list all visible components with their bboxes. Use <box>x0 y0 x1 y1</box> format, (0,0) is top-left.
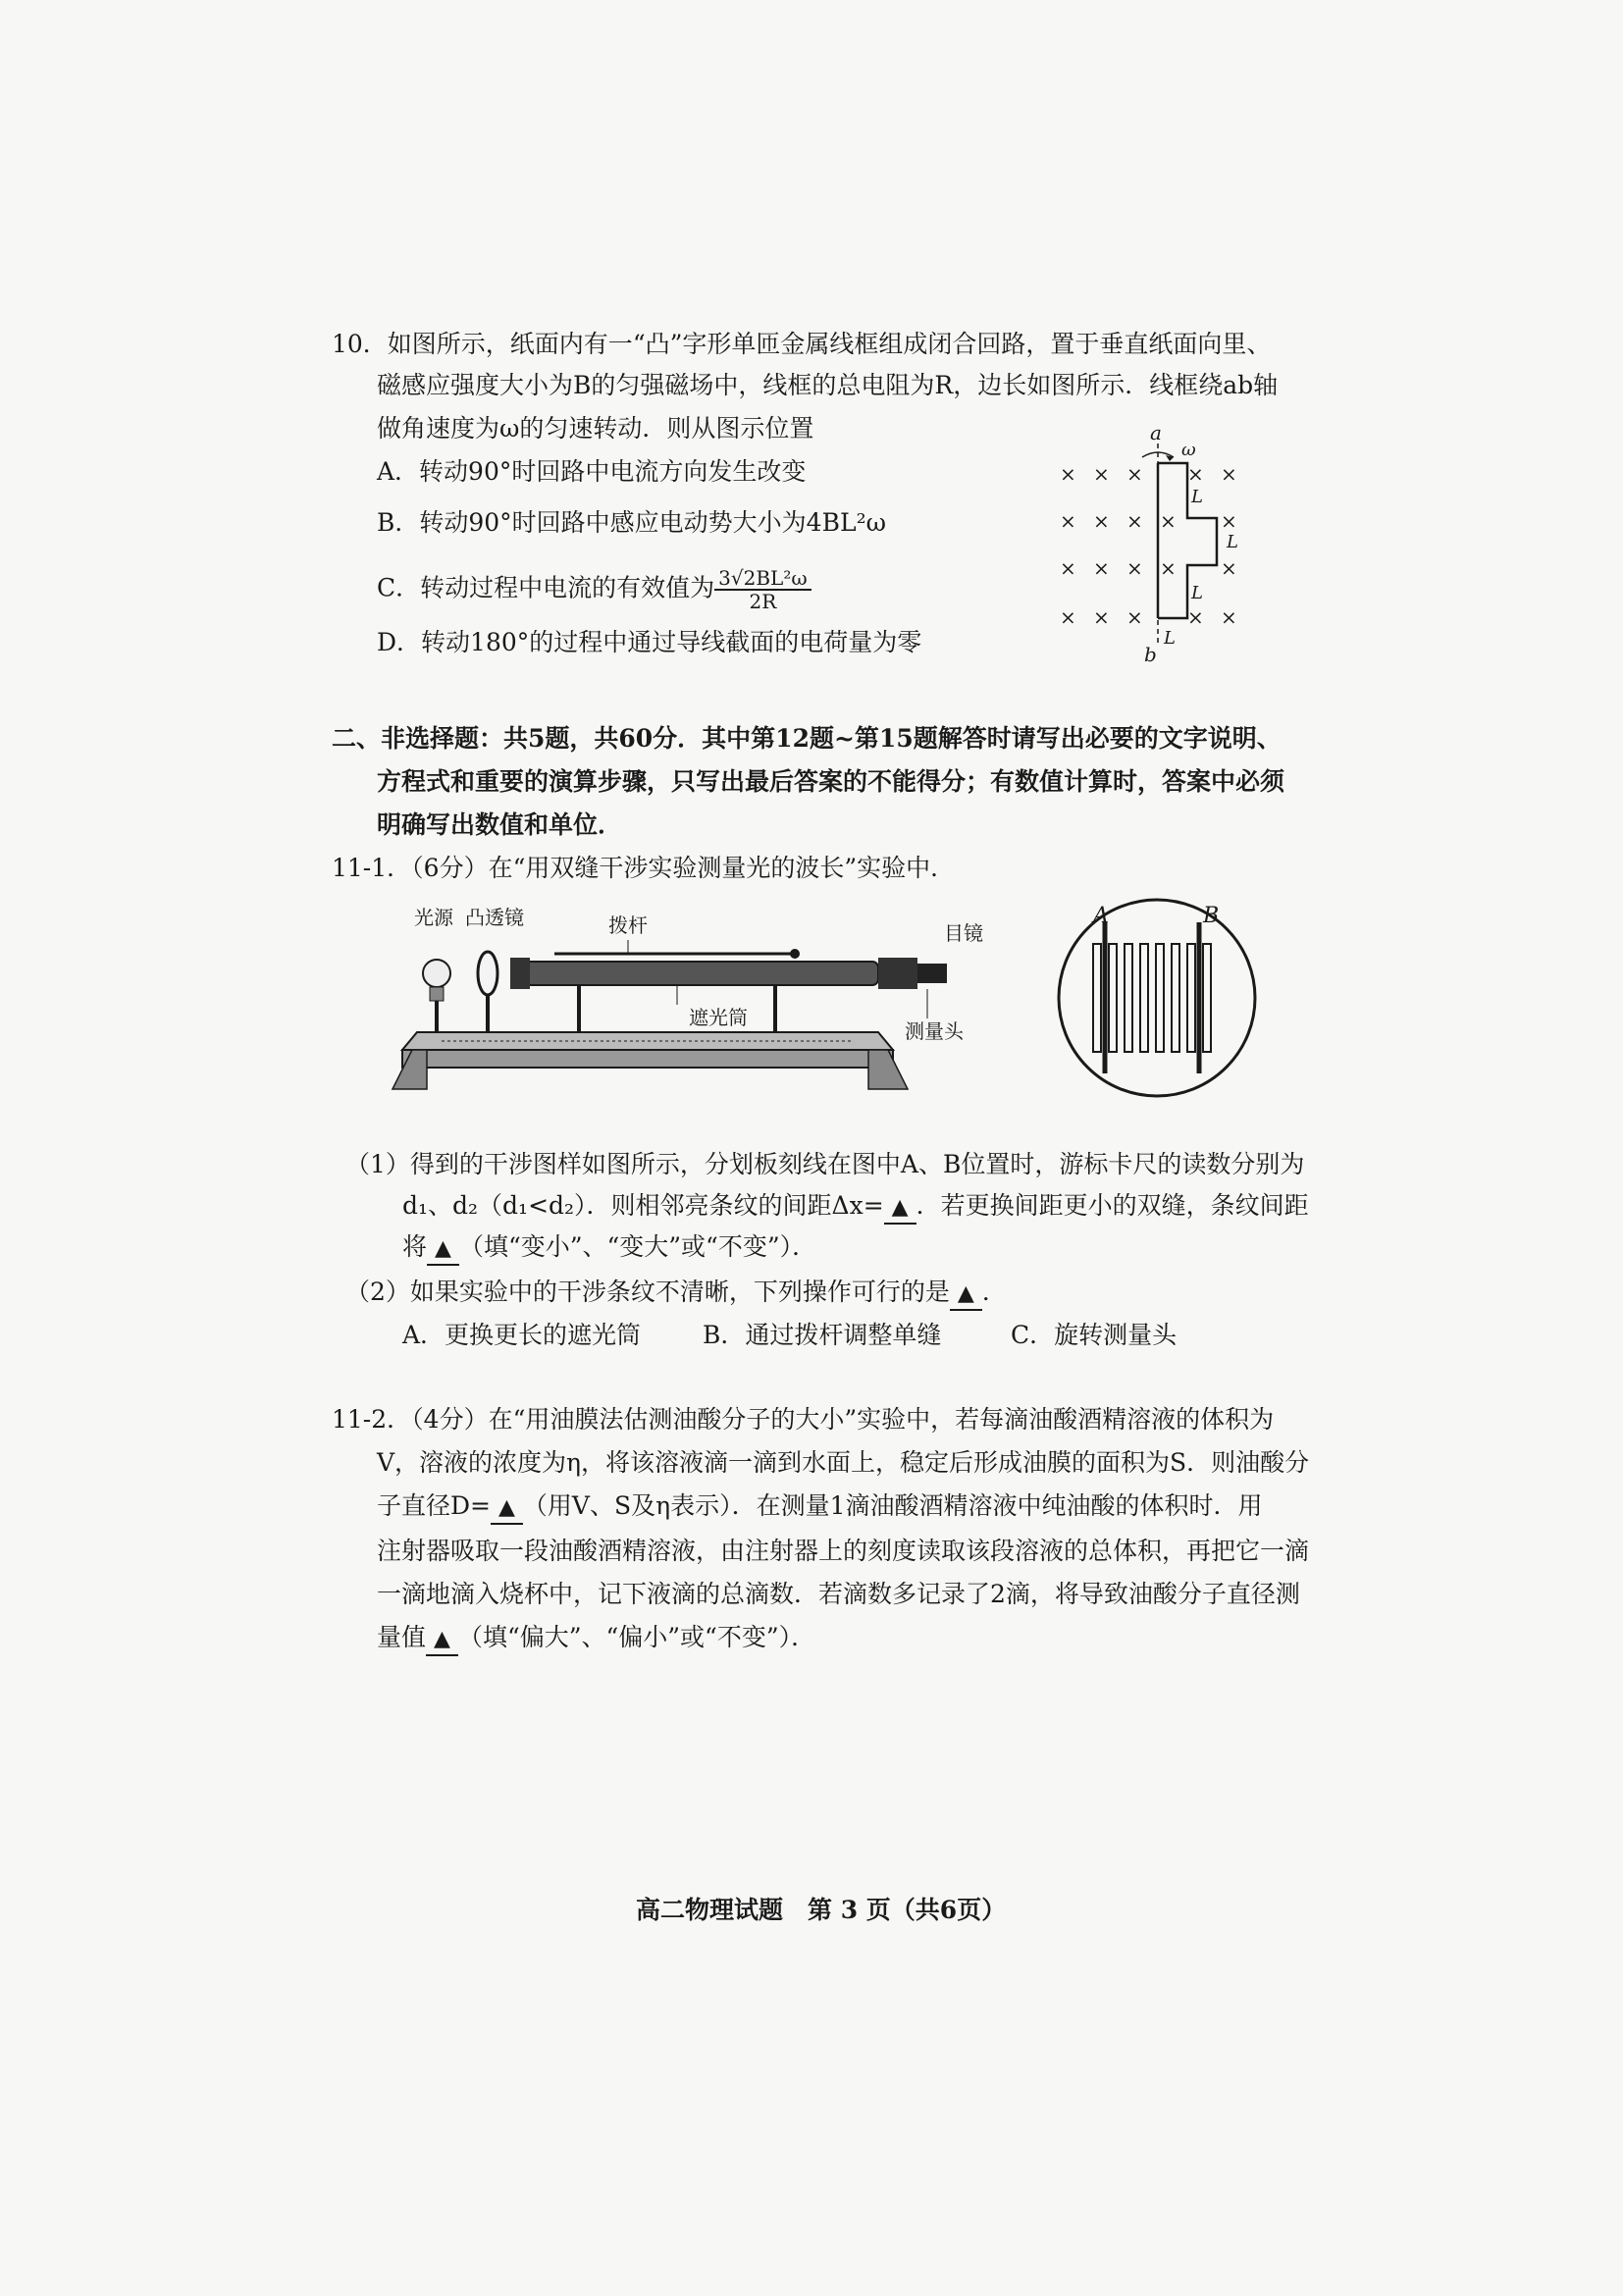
q11-1-part1-line-3 <box>402 1232 816 1266</box>
rail-base <box>402 1050 893 1068</box>
label-light-source: 光源 <box>414 906 453 929</box>
field-cross: × <box>1126 556 1143 580</box>
answer-blank: ▲ <box>491 1493 523 1525</box>
label-L-right: L <box>1227 532 1238 552</box>
q11-1-part2-text-a: （2）如果实验中的干涉条纹不清晰，下列操作可行的是 <box>345 1278 950 1306</box>
q10-stem-line-3: 做角速度为ω的匀速转动．则从图示位置 <box>377 414 814 443</box>
convex-wire-frame <box>1158 463 1217 618</box>
field-cross: × <box>1060 605 1076 629</box>
q11-1-part1-line-2 <box>402 1191 1309 1225</box>
field-cross: × <box>1221 605 1237 629</box>
q10-option-c <box>377 567 812 612</box>
q11-2-line-4: 注射器吸取一段油酸酒精溶液，由注射器上的刻度读取该段溶液的总体积，再把它一滴 <box>377 1537 1310 1565</box>
field-cross: × <box>1221 556 1237 580</box>
label-shade-tube: 遮光筒 <box>689 1006 748 1029</box>
label-measuring-head: 测量头 <box>905 1019 964 1043</box>
q11-1-option-b: B．通过拨杆调整单缝 <box>703 1321 942 1349</box>
interference-pattern-figure <box>1054 895 1260 1101</box>
q11-1-part2-line-1 <box>345 1278 1007 1311</box>
eyepiece-icon <box>917 964 947 983</box>
label-eyepiece: 目镜 <box>944 921 983 945</box>
label-convex-lens: 凸透镜 <box>465 906 524 929</box>
q11-2-text-a: 子直径D= <box>377 1491 491 1520</box>
answer-blank: ▲ <box>426 1625 458 1656</box>
q11-2-line-3 <box>377 1491 1263 1525</box>
q11-2-line-5: 一滴地滴入烧杯中，记下液滴的总滴数．若滴数多记录了2滴，将导致油酸分子直径测 <box>377 1580 1300 1608</box>
field-cross: × <box>1060 509 1076 533</box>
q11-2-text-d: （填“偏大”、“偏小”或“不变”）． <box>457 1623 816 1651</box>
field-cross: × <box>1093 556 1110 580</box>
q10-option-d: D．转动180°的过程中通过导线截面的电荷量为零 <box>377 628 922 656</box>
q10-option-c-text: C．转动过程中电流的有效值为 <box>377 573 715 602</box>
label-lever: 拨杆 <box>608 913 648 937</box>
page-footer: 高二物理试题 第 3 页（共6页） <box>636 1896 1007 1924</box>
q11-1-part1-text-c: 将 <box>402 1232 428 1261</box>
q11-2-text-b: （用V、S及η表示）．在测量1滴油酸酒精溶液中纯油酸的体积时．用 <box>522 1491 1263 1520</box>
field-cross: × <box>1126 605 1143 629</box>
q11-1-title: 11-1．（6分）在“用双缝干涉实验测量光的波长”实验中． <box>332 854 956 882</box>
field-cross: × <box>1060 462 1076 486</box>
q11-1-option-c: C．旋转测量头 <box>1011 1321 1178 1349</box>
q11-2-line-2: V，溶液的浓度为η，将该溶液滴一滴到水面上，稳定后形成油膜的面积为S．则油酸分 <box>377 1448 1310 1477</box>
section2-line-1: 二、非选择题：共5题，共60分．其中第12题~第15题解答时请写出必要的文字说明、 <box>332 724 1282 753</box>
convex-lens-icon <box>478 952 497 995</box>
label-L-bottom: L <box>1164 628 1176 649</box>
mark-b: B <box>1203 904 1220 928</box>
field-cross: × <box>1221 462 1237 486</box>
q11-1-part1-text-b: ．若更换间距更小的双缝，条纹间距 <box>916 1191 1309 1220</box>
q11-1-option-a: A．更换更长的遮光筒 <box>402 1321 642 1349</box>
section2-line-2: 方程式和重要的演算步骤，只写出最后答案的不能得分；有数值计算时，答案中必须 <box>377 767 1285 796</box>
label-L-lower: L <box>1191 583 1203 603</box>
q11-1-part1-text-a: d₁、d₂（d₁<d₂）．则相邻亮条纹的间距Δx= <box>402 1191 884 1220</box>
field-crosses <box>1060 462 1237 629</box>
field-cross: × <box>1093 605 1110 629</box>
section2-line-3: 明确写出数值和单位． <box>377 810 623 839</box>
single-slit-holder <box>510 958 530 989</box>
q10-option-c-fraction <box>714 567 812 612</box>
lever-knob-icon <box>790 949 800 959</box>
mark-a: A <box>1093 904 1109 928</box>
q11-1-part1-text-d: （填“变小”、“变大”或“不变”）． <box>458 1232 817 1261</box>
rail-right-leg <box>868 1050 908 1089</box>
field-cross: × <box>1187 462 1204 486</box>
field-cross: × <box>1221 509 1237 533</box>
q10-magnetic-field-figure <box>1040 422 1276 667</box>
q11-1-part2-text-b: ． <box>981 1278 1007 1306</box>
q11-2-line-6 <box>377 1623 815 1656</box>
light-source-bulb-icon <box>423 960 450 987</box>
field-cross: × <box>1160 556 1177 580</box>
field-cross: × <box>1126 462 1143 486</box>
q11-2-text-c: 量值 <box>377 1623 427 1651</box>
answer-blank: ▲ <box>950 1279 982 1311</box>
q11-2-line-1: 11-2．（4分）在“用油膜法估测油酸分子的大小”实验中，若每滴油酸酒精溶液的体积为 <box>332 1405 1275 1434</box>
label-L-top: L <box>1191 487 1203 507</box>
label-a: a <box>1150 422 1162 444</box>
q10-stem-line-1: 10．如图所示，纸面内有一“凸”字形单匝金属线框组成闭合回路，置于垂直纸面向里、 <box>332 330 1272 358</box>
fraction-numerator: 3√2BL²ω <box>714 567 812 591</box>
answer-blank: ▲ <box>884 1193 916 1225</box>
measuring-head-body <box>878 958 917 989</box>
field-cross: × <box>1093 509 1110 533</box>
light-source-base <box>430 987 444 1001</box>
field-cross: × <box>1187 605 1204 629</box>
field-cross: × <box>1060 556 1076 580</box>
field-cross: × <box>1093 462 1110 486</box>
field-cross: × <box>1126 509 1143 533</box>
field-cross: × <box>1160 509 1177 533</box>
q10-stem-line-2: 磁感应强度大小为B的匀强磁场中，线框的总电阻为R，边长如图所示．线框绕ab轴 <box>377 371 1279 399</box>
label-b: b <box>1144 643 1157 666</box>
q11-1-part1-line-1: （1）得到的干涉图样如图所示，分划板刻线在图中A、B位置时，游标卡尺的读数分别为 <box>345 1150 1305 1178</box>
answer-blank: ▲ <box>427 1234 459 1266</box>
shade-tube <box>525 962 878 985</box>
label-omega: ω <box>1181 440 1196 460</box>
q10-option-a: A．转动90°时回路中电流方向发生改变 <box>377 457 807 486</box>
q10-option-b: B．转动90°时回路中感应电动势大小为4BL²ω <box>377 508 886 537</box>
rail-left-leg <box>393 1050 427 1089</box>
fraction-denominator: 2R <box>749 590 777 613</box>
